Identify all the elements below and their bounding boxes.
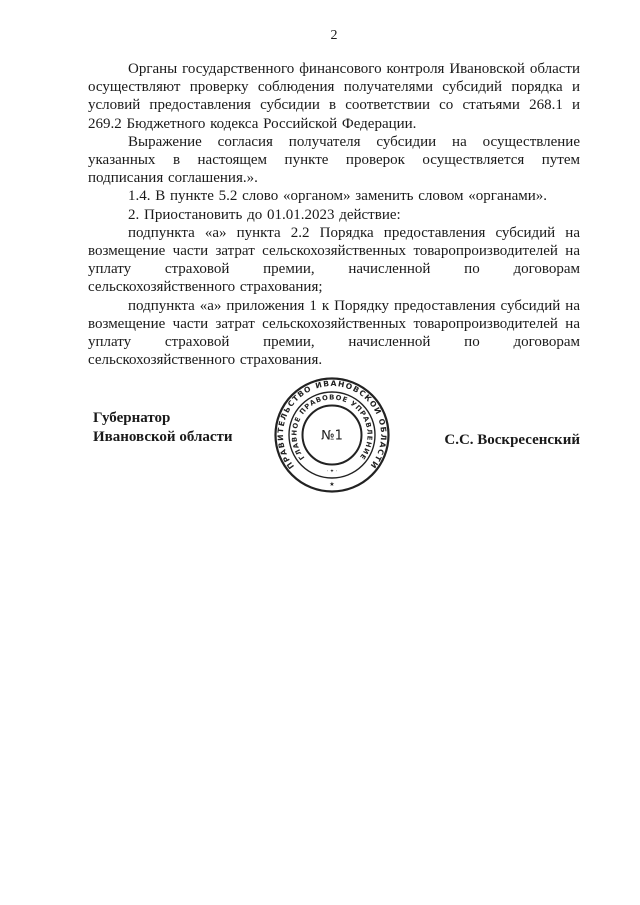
official-stamp [272, 374, 392, 496]
paragraph-item-2: 2. Приостановить до 01.01.2023 действие: [128, 206, 401, 223]
paragraph-subitem-a-point-2-2: подпункта «а» пункта 2.2 Порядка предоставления субсидий на возмещение части затрат сельскохозяйственных товаропроизводителей на уплату страховой премии, начисленной по договорам сельскохозяйственного страхования; [88, 224, 580, 296]
signature-block [88, 374, 580, 519]
paragraph-subitem-a-annex-1: подпункта «а» приложения 1 к Порядку предоставления субсидий на возмещение части затрат сельскохозяйственных товаропроизводителей на уплату страховой премии, начисленной по договорам сельскохозяйственного страхования. [88, 297, 580, 369]
stamp-seal-icon [272, 374, 392, 496]
stamp-inner-text: ГЛАВНОЕ ПРАВОВОЕ УПРАВЛЕНИЕ [290, 393, 374, 462]
page-number: 2 [330, 28, 338, 43]
stamp-outer-text: ПРАВИТЕЛЬСТВО ИВАНОВСКОЙ ОБЛАСТИ [275, 379, 389, 472]
document-body [88, 60, 580, 519]
paragraph-consent: Выражение согласия получателя субсидии на осуществление указанных в настоящем пункте проверок осуществляется путем подписания соглашения.». [88, 133, 580, 187]
paragraph-financial-control: Органы государственного финансового контроля Ивановской области осуществляют проверку соблюдения получателями субсидий порядка и условий предоставления субсидии в соответствии со статьями 268.1 и 269.2 Бюджетного кодекса Российской Федерации. [88, 61, 580, 132]
stamp-separator-star-icon: ★ [329, 481, 335, 489]
signer-name: С.С. Воскресенский [444, 432, 580, 449]
stamp-number: №1 [321, 428, 343, 444]
stamp-separator-dots-icon: · ✦ · [326, 468, 338, 475]
paragraph-item-1-4: 1.4. В пункте 5.2 слово «органом» заменить словом «органами». [128, 188, 548, 205]
signer-title-line1: Губернатор [93, 410, 171, 427]
signer-title [93, 409, 233, 447]
signer-title-line2: Ивановской области [93, 429, 233, 446]
